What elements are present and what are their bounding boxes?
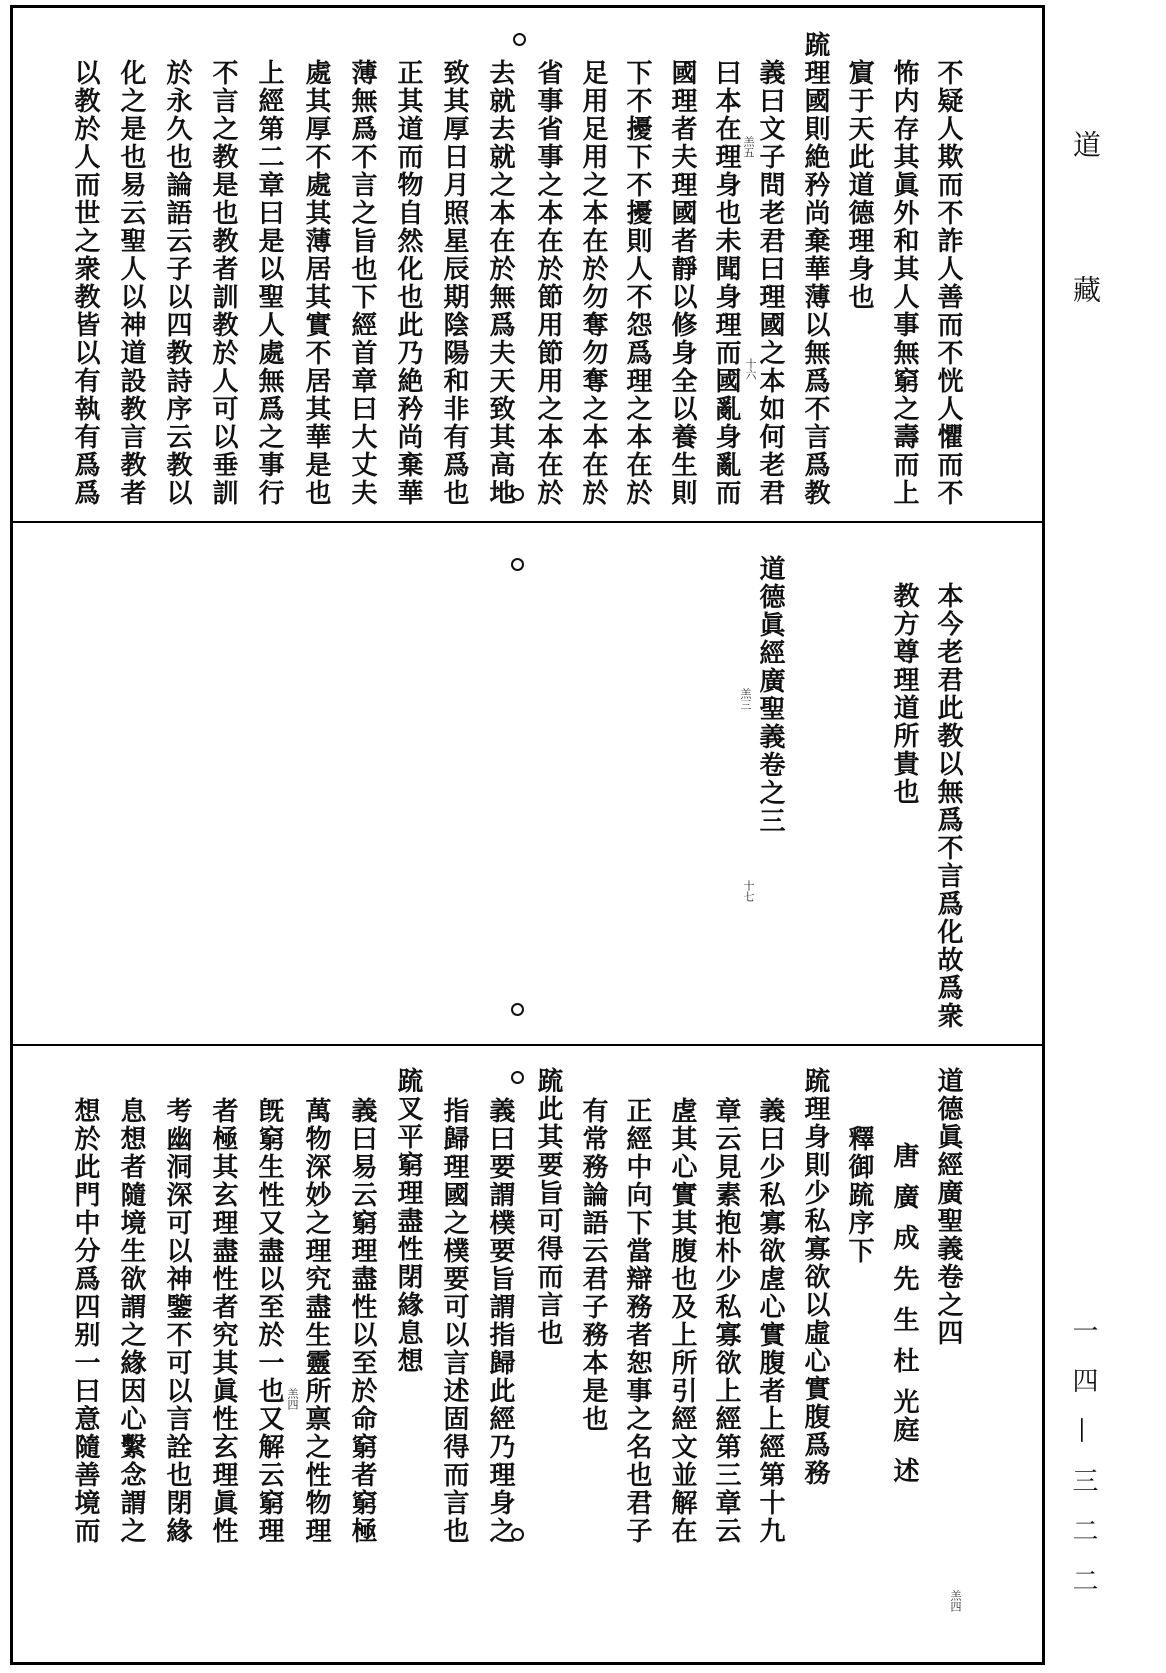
margin-title-dao: 道 bbox=[1069, 130, 1102, 160]
text-column: 化之是也易云聖人以神道設教言教者 bbox=[116, 59, 146, 507]
text-column: 萬物深妙之理究盡生靈所禀之性物理 bbox=[301, 1097, 331, 1545]
text-column: 章云見素抱朴少私寡欲上經第三章云 bbox=[711, 1097, 741, 1545]
text-column: 本今老君此教以無爲不言爲化故爲衆 bbox=[933, 582, 963, 1030]
margin-note-mark: 羔四 bbox=[949, 1590, 962, 1612]
text-column: 虗其心實其腹也及上所引經文並解在 bbox=[667, 1097, 697, 1545]
text-column: 上經第二章曰是以聖人處無爲之事行 bbox=[254, 59, 284, 507]
fold-circle-mark bbox=[511, 558, 524, 571]
text-column: 於永久也論語云子以四教詩序云教以 bbox=[162, 59, 192, 507]
margin-note-mark: 十六 bbox=[744, 358, 757, 380]
text-column: 處其厚不處其薄居其實不居其華是也 bbox=[301, 59, 331, 507]
text-column: 指歸理國之樸要可以言述固得而言也 bbox=[439, 1097, 469, 1545]
text-column: 薄無爲不言之旨也下經首章曰大丈夫 bbox=[347, 59, 377, 507]
text-column: 旣窮生性又盡以至於一也又解云窮理 bbox=[254, 1097, 284, 1545]
fold-circle-mark bbox=[511, 1071, 524, 1084]
text-column: 義曰文子問老君曰理國之本如何老君 bbox=[755, 59, 785, 507]
commentary-column: 䟽理國則絶矜尚棄華薄以無爲不言爲教 bbox=[800, 31, 830, 507]
text-column: 致其厚日月照星辰期陰陽和非有爲也 bbox=[439, 59, 469, 507]
text-column: 怖内存其眞外和其人事無窮之壽而上 bbox=[889, 59, 919, 507]
text-column: 有常務論語云君子務本是也 bbox=[578, 1097, 608, 1433]
text-column: 國理者夫理國者靜以修身全以養生則 bbox=[667, 59, 697, 507]
fold-circle-mark bbox=[511, 1003, 524, 1016]
commentary-column: 䟽叉平窮理盡性閉緣息想 bbox=[393, 1067, 423, 1375]
text-column: 義曰少私寡欲虗心實腹者上經第十九 bbox=[755, 1097, 785, 1545]
panel-divider-upper bbox=[10, 521, 1045, 523]
text-column: 曰本在理身也未聞身理而國亂身亂而 bbox=[711, 59, 741, 507]
commentary-column: 䟽此其要旨可得而言也 bbox=[533, 1067, 563, 1347]
text-column: 賔于天此道德理身也 bbox=[844, 59, 874, 311]
text-column: 息想者隨境生欲謂之緣因心繫念謂之 bbox=[116, 1097, 146, 1545]
chapter-title: 道德眞經廣聖義卷之四 bbox=[933, 1067, 963, 1347]
margin-note-mark: 十七 bbox=[742, 880, 755, 902]
text-column: 去就去就之本在於無爲夫天致其高地 bbox=[485, 59, 515, 507]
text-column: 教方尊理道所貴也 bbox=[889, 582, 919, 806]
text-column: 不言之教是也教者訓教於人可以垂訓 bbox=[208, 59, 238, 507]
chapter-end-title: 道德眞經廣聖義卷之三 bbox=[755, 555, 785, 835]
text-column: 不疑人欺而不詐人善而不恍人懼而不 bbox=[933, 59, 963, 507]
text-column: 省事省事之本在於節用節用之本在於 bbox=[533, 59, 563, 507]
text-column: 考幽洞深可以神鑒不可以言詮也閉緣 bbox=[162, 1097, 192, 1545]
fold-circle-mark bbox=[513, 33, 526, 46]
margin-note-mark: 羔四 bbox=[286, 1388, 299, 1410]
margin-note-mark: 羔三 bbox=[739, 688, 752, 710]
text-column: 義曰易云窮理盡性以至於命窮者窮極 bbox=[347, 1097, 377, 1545]
text-column: 義曰要謂樸要旨謂指歸此經乃理身之 bbox=[485, 1097, 515, 1545]
panel-divider-lower bbox=[10, 1044, 1045, 1046]
text-column: 正經中向下當辯務者恕事之名也君子 bbox=[622, 1097, 652, 1545]
text-column: 正其道而物自然化也此乃絶矜尚棄華 bbox=[393, 59, 423, 507]
text-column: 以教於人而世之衆教皆以有執有爲爲 bbox=[70, 59, 100, 507]
margin-note-mark: 羔五 bbox=[742, 136, 755, 158]
author-line: 唐 廣 成 先 生 杜 光庭 述 bbox=[889, 1142, 919, 1486]
page-number: 一四—三二二 bbox=[1068, 1317, 1098, 1617]
commentary-column: 䟽理身則少私寡欲以虛心實腹爲務 bbox=[800, 1067, 830, 1487]
section-heading: 釋御䟽序下 bbox=[844, 1125, 874, 1265]
margin-title-zang: 藏 bbox=[1069, 275, 1102, 305]
text-column: 足用足用之本在於勿奪勿奪之本在於 bbox=[578, 59, 608, 507]
text-column: 想於此門中分爲四别一曰意隨善境而 bbox=[70, 1097, 100, 1545]
text-column: 者極其玄理盡性者究其眞性玄理眞性 bbox=[208, 1097, 238, 1545]
text-column: 下不擾下不擾則人不怨爲理之本在於 bbox=[622, 59, 652, 507]
